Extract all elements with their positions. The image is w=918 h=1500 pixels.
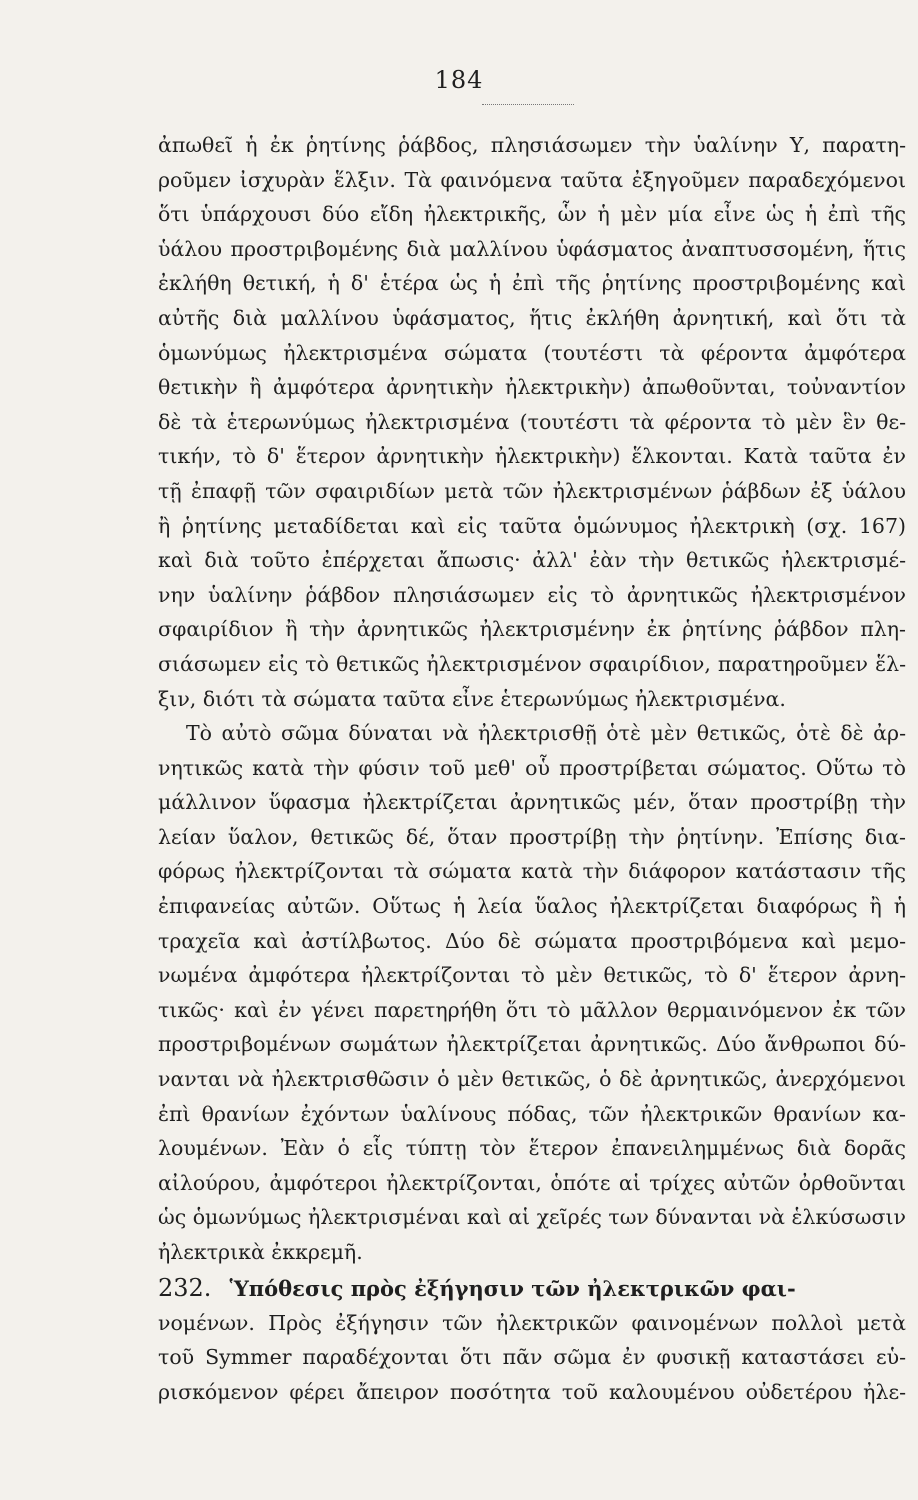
text-line: νανται νὰ ἠλεκτρισθῶσιν ὁ μὲν θετικῶς, ὁ δὲ ἀρνητικῶς, ἀνερχόμενοι [158,1067,906,1092]
text-line: δὲ τὰ ἑτερωνύμως ἠλεκτρισμένα (τουτέστι τὰ φέροντα τὸ μὲν ἓν θε- [158,409,906,434]
text-line: νητικῶς κατὰ τὴν φύσιν τοῦ μεθ' οὗ προστρίβεται σώματος. Οὕτω τὸ [158,755,906,780]
text-line: ὁμωνύμως ἠλεκτρισμένα σώματα (τουτέστι τὰ φέροντα ἀμφότερα [158,340,906,365]
text-line: τραχεῖα καὶ ἀστίλβωτος. Δύο δὲ σώματα προστριβόμενα καὶ μεμο- [158,928,906,953]
body-text [158,128,906,1409]
text-line: λείαν ὕαλον, θετικῶς δέ, ὅταν προστρίβῃ τὴν ῥητίνην. Ἐπίσης δια- [158,824,906,849]
text-line: μάλλινον ὕφασμα ἠλεκτρίζεται ἀρνητικῶς μέν, ὅταν προστρίβῃ τὴν [158,790,906,815]
section-number: 232. [158,1273,212,1302]
text-line: αἰλούρου, ἀμφότεροι ἠλεκτρίζονται, ὁπότε αἱ τρίχες αὐτῶν ὀρθοῦνται [158,1170,906,1195]
text-line: ἐπὶ θρανίων ἐχόντων ὑαλίνους πόδας, τῶν ἠλεκτρικῶν θρανίων κα- [158,1101,906,1126]
text-line: ἢ ῥητίνης μεταδίδεται καὶ εἰς ταῦτα ὁμώνυμος ἠλεκτρικὴ (σχ. 167) [158,513,906,538]
text-line: σιάσωμεν εἰς τὸ θετικῶς ἠλεκτρισμένον σφαιρίδιον, παρατηροῦμεν ἕλ- [158,651,906,676]
text-line: θετικὴν ἢ ἀμφότερα ἀρνητικὴν ἠλεκτρικὴν) ἀπωθοῦνται, τοὐναντίον [158,375,906,400]
text-line: ἐπιφανείας αὐτῶν. Οὕτως ἡ λεία ὕαλος ἠλεκτρίζεται διαφόρως ἢ ἡ [158,894,906,919]
text-line: νωμένα ἀμφότερα ἠλεκτρίζονται τὸ μὲν θετικῶς, τὸ δ' ἕτερον ἀρνη- [158,963,906,988]
text-line: νην ὑαλίνην ῥάβδον πλησιάσωμεν εἰς τὸ ἀρνητικῶς ἠλεκτρισμένον [158,582,906,607]
text-line: προστριβομένων σωμάτων ἠλεκτρίζεται ἀρνητικῶς. Δύο ἄνθρωποι δύ- [158,1032,906,1057]
text-line: ἐκλήθη θετική, ἡ δ' ἑτέρα ὡς ἡ ἐπὶ τῆς ῥητίνης προστριβομένης καὶ [158,271,906,296]
text-line: τοῦ Symmer παραδέχονται ὅτι πᾶν σῶμα ἐν φυσικῇ καταστάσει εὑ- [158,1345,906,1370]
text-line: καὶ διὰ τοῦτο ἐπέρχεται ἄπωσις· ἀλλ' ἐὰν τὴν θετικῶς ἠλεκτρισμέ- [158,548,906,573]
text-line: νομένων. Πρὸς ἐξήγησιν τῶν ἠλεκτρικῶν φαινομένων πολλοὶ μετὰ [158,1310,906,1335]
text-line: ἀπωθεῖ ἡ ἐκ ῥητίνης ῥάβδος, πλησιάσωμεν τὴν ὑαλίνην Υ, παρατη- [158,133,906,157]
text-line: ρισκόμενον φέρει ἄπειρον ποσότητα τοῦ καλουμένου οὐδετέρου ἠλε- [158,1379,906,1404]
text-line: αὐτῆς διὰ μαλλίνου ὑφάσματος, ἥτις ἐκλήθη ἀρνητική, καὶ ὅτι τὰ [158,305,906,330]
page-number-rule [482,104,574,105]
section-heading [158,1270,906,1306]
text-line: τικῶς· καὶ ἐν γένει παρετηρήθη ὅτι τὸ μᾶλλον θερμαινόμενον ἐκ τῶν [158,997,906,1022]
text-line: ροῦμεν ἰσχυρὰν ἕλξιν. Τὰ φαινόμενα ταῦτα ἐξηγοῦμεν παραδεχόμενοι [158,167,906,192]
text-line: σφαιρίδιον ἢ τὴν ἀρνητικῶς ἠλεκτρισμένην ἐκ ῥητίνης ῥάβδον πλη- [158,617,906,642]
text-line: Τὸ αὐτὸ σῶμα δύναται νὰ ἠλεκτρισθῇ ὁτὲ μὲν θετικῶς, ὁτὲ δὲ ἀρ- [186,721,906,746]
text-line: φόρως ἠλεκτρίζονται τὰ σώματα κατὰ τὴν διάφορον κατάστασιν τῆς [158,859,906,884]
text-line: λουμένων. Ἐὰν ὁ εἷς τύπτῃ τὸν ἕτερον ἐπανειλημμένως διὰ δορᾶς [158,1136,906,1161]
text-line: τικήν, τὸ δ' ἕτερον ἀρνητικὴν ἠλεκτρικὴν) ἕλκονται. Κατὰ ταῦτα ἐν [158,444,906,469]
text-line: ὡς ὁμωνύμως ἠλεκτρισμέναι καὶ αἱ χεῖρές των δύνανται νὰ ἑλκύσωσιν [158,1205,906,1230]
text-line: ἠλεκτρικὰ ἐκκρεμῆ. [158,1240,363,1264]
text-line: τῇ ἐπαφῇ τῶν σφαιριδίων μετὰ τῶν ἠλεκτρισμένων ῥάβδων ἐξ ὑάλου [158,478,906,503]
text-line: ξιν, διότι τὰ σώματα ταῦτα εἶνε ἑτερωνύμως ἠλεκτρισμένα. [158,686,786,711]
section-title: Ὑπόθεσις πρὸς ἐξήγησιν τῶν ἠλεκτρικῶν φαι- [229,1275,796,1301]
page-number: 184 [434,66,484,94]
text-line: ὑάλου προστριβομένης διὰ μαλλίνου ὑφάσματος ἀναπτυσσομένη, ἥτις [158,236,906,261]
text-line: ὅτι ὑπάρχουσι δύο εἴδη ἠλεκτρικῆς, ὧν ἡ μὲν μία εἶνε ὡς ἡ ἐπὶ τῆς [158,202,906,227]
